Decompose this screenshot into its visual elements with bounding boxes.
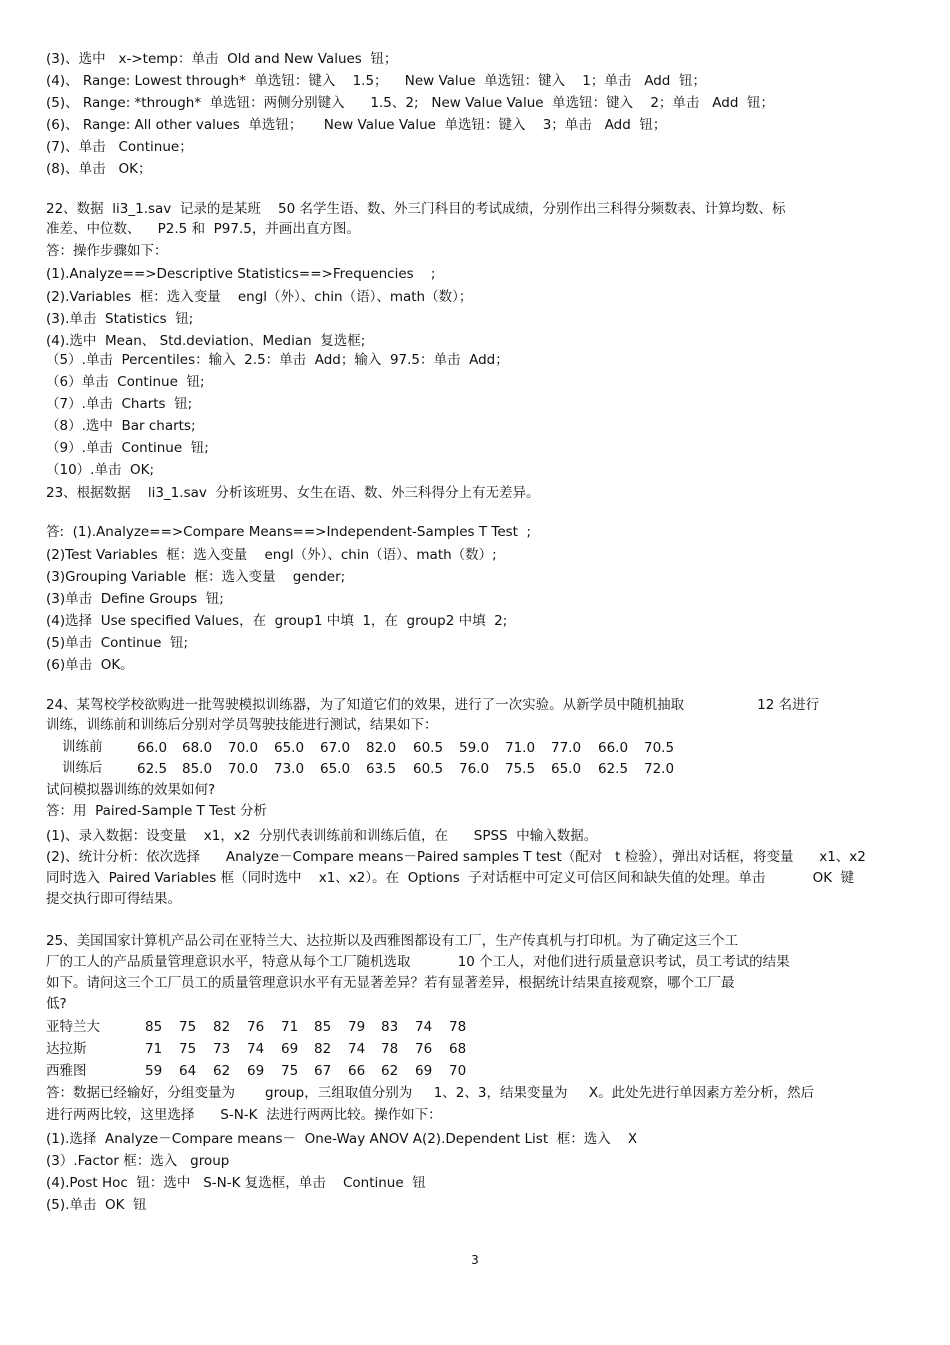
table-cell: 74 bbox=[348, 1041, 366, 1057]
table-cell: 75.5 bbox=[505, 761, 536, 777]
table-cell: 83 bbox=[381, 1019, 399, 1035]
q25-step-4: (4).Post Hoc 钮：选中 S-N-K 复选框，单击 Continue 钮 bbox=[46, 1175, 426, 1191]
q22-step-4: (4).选中 Mean、 Std.deviation、Median 复选框; bbox=[46, 333, 366, 349]
table-cell: 59.0 bbox=[459, 740, 490, 756]
q22-step-8: （8）.选中 Bar charts; bbox=[46, 418, 196, 434]
table-cell: 85.0 bbox=[182, 761, 213, 777]
prev-step-8: (8)、单击 OK； bbox=[46, 161, 152, 177]
row-label: 亚特兰大 bbox=[46, 1019, 100, 1035]
table-cell: 77.0 bbox=[551, 740, 582, 756]
q25-step-3: (3）.Factor 框：选入 group bbox=[46, 1153, 230, 1169]
q22-answer-intro: 答：操作步骤如下： bbox=[46, 243, 168, 259]
table-cell: 66.0 bbox=[137, 740, 168, 756]
q23-step-6: (5)单击 Continue 钮; bbox=[46, 635, 189, 651]
q25-question-line-1: 25、美国国家计算机产品公司在亚特兰大、达拉斯以及西雅图都设有工厂，生产传真机与打印机。为了确定这三个工 bbox=[46, 933, 739, 949]
table-cell: 64 bbox=[179, 1063, 197, 1079]
q22-step-7: （7）.单击 Charts 钮; bbox=[46, 396, 193, 412]
table-cell: 66.0 bbox=[598, 740, 629, 756]
table-cell: 67.0 bbox=[320, 740, 351, 756]
table-cell: 73.0 bbox=[274, 761, 305, 777]
q22-step-1: (1).Analyze==>Descriptive Statistics==>Frequencies ; bbox=[46, 266, 436, 282]
table-cell: 82 bbox=[314, 1041, 332, 1057]
q23-step-7: (6)单击 OK。 bbox=[46, 657, 134, 673]
q22-step-9: （9）.单击 Continue 钮; bbox=[46, 440, 209, 456]
prev-step-6: (6)、 Range: All other values 单选钮； New Value Value 单选钮：键入 3；单击 Add 钮； bbox=[46, 117, 667, 133]
table-cell: 75 bbox=[179, 1019, 197, 1035]
table-cell: 65.0 bbox=[274, 740, 305, 756]
q24-step-2: (2)、统计分析：依次选择 Analyze－Compare means－Paired samples T test（配对 t 检验），弹出对话框，将变量 x1、x2 bbox=[46, 849, 866, 865]
page-number: 3 bbox=[471, 1253, 479, 1267]
table-cell: 62 bbox=[381, 1063, 399, 1079]
q23-step-3: (3)Grouping Variable 框：选入变量 gender; bbox=[46, 569, 346, 585]
q22-question-line-1: 22、数据 li3_1.sav 记录的是某班 50 名学生语、数、外三门科目的考试成绩，分别作出三科得分频数表、计算均数、标 bbox=[46, 201, 786, 217]
prev-step-3: (3)、选中 x->temp：单击 Old and New Values 钮； bbox=[46, 51, 398, 67]
row-label: 达拉斯 bbox=[46, 1041, 87, 1057]
table-cell: 74 bbox=[247, 1041, 265, 1057]
table-cell: 63.5 bbox=[366, 761, 397, 777]
q24-question-line-1: 24、某驾校学校欲购进一批驾驶模拟训练器，为了知道它们的效果，进行了一次实验。从新学员中随机抽取 12 名进行 bbox=[46, 697, 820, 713]
q25-answer-line-2: 进行两两比较，这里选择 S-N-K 法进行两两比较。操作如下： bbox=[46, 1107, 442, 1123]
q25-question-line-2: 厂的工人的产品质量管理意识水平，特意从每个工厂随机选取 10 个工人，对他们进行质量意识考试，员工考试的结果 bbox=[46, 954, 790, 970]
table-cell: 75 bbox=[179, 1041, 197, 1057]
table-cell: 62.5 bbox=[598, 761, 629, 777]
table-cell: 72.0 bbox=[644, 761, 675, 777]
table-cell: 65.0 bbox=[551, 761, 582, 777]
table-cell: 85 bbox=[145, 1019, 163, 1035]
table-cell: 69 bbox=[247, 1063, 265, 1079]
prev-step-5: (5)、 Range: *through* 单选钮：两侧分别键入 1.5、2; New Value Value 单选钮：键入 2；单击 Add 钮； bbox=[46, 95, 774, 111]
q25-answer-line-1: 答：数据已经输好，分组变量为 group，三组取值分别为 1、2、3，结果变量为 X。此处先进行单因素方差分析，然后 bbox=[46, 1085, 815, 1101]
table-cell: 76.0 bbox=[459, 761, 490, 777]
q25-question-line-4: 低? bbox=[46, 996, 67, 1012]
table-cell: 78 bbox=[449, 1019, 467, 1035]
q22-step-3: (3).单击 Statistics 钮; bbox=[46, 311, 194, 327]
table-cell: 62 bbox=[213, 1063, 231, 1079]
q25-step-1: (1).选择 Analyze－Compare means－ One-Way ANOV A(2).Dependent List 框：选入 X bbox=[46, 1131, 638, 1147]
q22-step-10: （10）.单击 OK; bbox=[46, 462, 155, 478]
table-cell: 73 bbox=[213, 1041, 231, 1057]
table-cell: 71 bbox=[145, 1041, 163, 1057]
table-cell: 74 bbox=[415, 1019, 433, 1035]
q24-answer: 答：用 Paired-Sample T Test 分析 bbox=[46, 803, 267, 819]
table-cell: 68 bbox=[449, 1041, 467, 1057]
table-cell: 68.0 bbox=[182, 740, 213, 756]
table-cell: 70.0 bbox=[228, 761, 259, 777]
q24-step-2-end: 提交执行即可得结果。 bbox=[46, 891, 181, 907]
table-cell: 70.0 bbox=[228, 740, 259, 756]
q23-step-2: (2)Test Variables 框：选入变量 engl（外）、chin（语）、math（数）; bbox=[46, 547, 497, 563]
table-cell: 69 bbox=[415, 1063, 433, 1079]
table-cell: 82 bbox=[213, 1019, 231, 1035]
table-cell: 75 bbox=[281, 1063, 299, 1079]
q24-question-line-2: 训练，训练前和训练后分别对学员驾驶技能进行测试，结果如下： bbox=[46, 717, 438, 733]
table-cell: 79 bbox=[348, 1019, 366, 1035]
table-cell: 85 bbox=[314, 1019, 332, 1035]
table-cell: 60.5 bbox=[413, 761, 444, 777]
table-cell: 76 bbox=[415, 1041, 433, 1057]
table-cell: 78 bbox=[381, 1041, 399, 1057]
table-cell: 59 bbox=[145, 1063, 163, 1079]
row-label: 训练后 bbox=[62, 760, 103, 776]
table-cell: 65.0 bbox=[320, 761, 351, 777]
table-cell: 71.0 bbox=[505, 740, 536, 756]
q23-step-4: (3)单击 Define Groups 钮; bbox=[46, 591, 224, 607]
q23-question: 23、根据数据 li3_1.sav 分析该班男、女生在语、数、外三科得分上有无差异。 bbox=[46, 485, 540, 501]
table-cell: 70 bbox=[449, 1063, 467, 1079]
table-cell: 76 bbox=[247, 1019, 265, 1035]
table-cell: 70.5 bbox=[644, 740, 675, 756]
q25-question-line-3: 如下。请问这三个工厂员工的质量管理意识水平有无显著差异？若有显著差异，根据统计结果直接观察，哪个工厂最 bbox=[46, 975, 735, 991]
prev-step-7: (7)、单击 Continue； bbox=[46, 139, 193, 155]
q24-step-1: (1)、录入数据：设变量 x1，x2 分别代表训练前和训练后值，在 SPSS 中输入数据。 bbox=[46, 828, 598, 844]
row-label: 训练前 bbox=[62, 739, 103, 755]
q25-step-5: (5).单击 OK 钮 bbox=[46, 1197, 147, 1213]
q22-step-5: （5）.单击 Percentiles：输入 2.5：单击 Add；输入 97.5：单击 Add； bbox=[46, 352, 509, 368]
q24-step-2-cont: 同时选入 Paired Variables 框（同时选中 x1、x2）。在 Options 子对话框中可定义可信区间和缺失值的处理。单击 OK 键 bbox=[46, 870, 855, 886]
table-cell: 60.5 bbox=[413, 740, 444, 756]
row-label: 西雅图 bbox=[46, 1063, 87, 1079]
q24-ask: 试问模拟器训练的效果如何? bbox=[46, 782, 216, 798]
table-cell: 62.5 bbox=[137, 761, 168, 777]
table-cell: 66 bbox=[348, 1063, 366, 1079]
q22-question-line-2: 准差、中位数、 P2.5 和 P97.5，并画出直方图。 bbox=[46, 221, 360, 237]
table-cell: 67 bbox=[314, 1063, 332, 1079]
q22-step-2: (2).Variables 框：选入变量 engl（外）、chin（语）、math（数）； bbox=[46, 289, 473, 305]
table-cell: 69 bbox=[281, 1041, 299, 1057]
table-cell: 82.0 bbox=[366, 740, 397, 756]
table-cell: 71 bbox=[281, 1019, 299, 1035]
q23-step-1: 答: (1).Analyze==>Compare Means==>Independent-Samples T Test ; bbox=[46, 524, 532, 540]
q22-step-6: （6）单击 Continue 钮; bbox=[46, 374, 205, 390]
q23-step-5: (4)选择 Use specified Values，在 group1 中填 1，在 group2 中填 2; bbox=[46, 613, 508, 629]
prev-step-4: (4)、 Range: Lowest through* 单选钮：键入 1.5； New Value 单选钮：键入 1；单击 Add 钮； bbox=[46, 73, 706, 89]
